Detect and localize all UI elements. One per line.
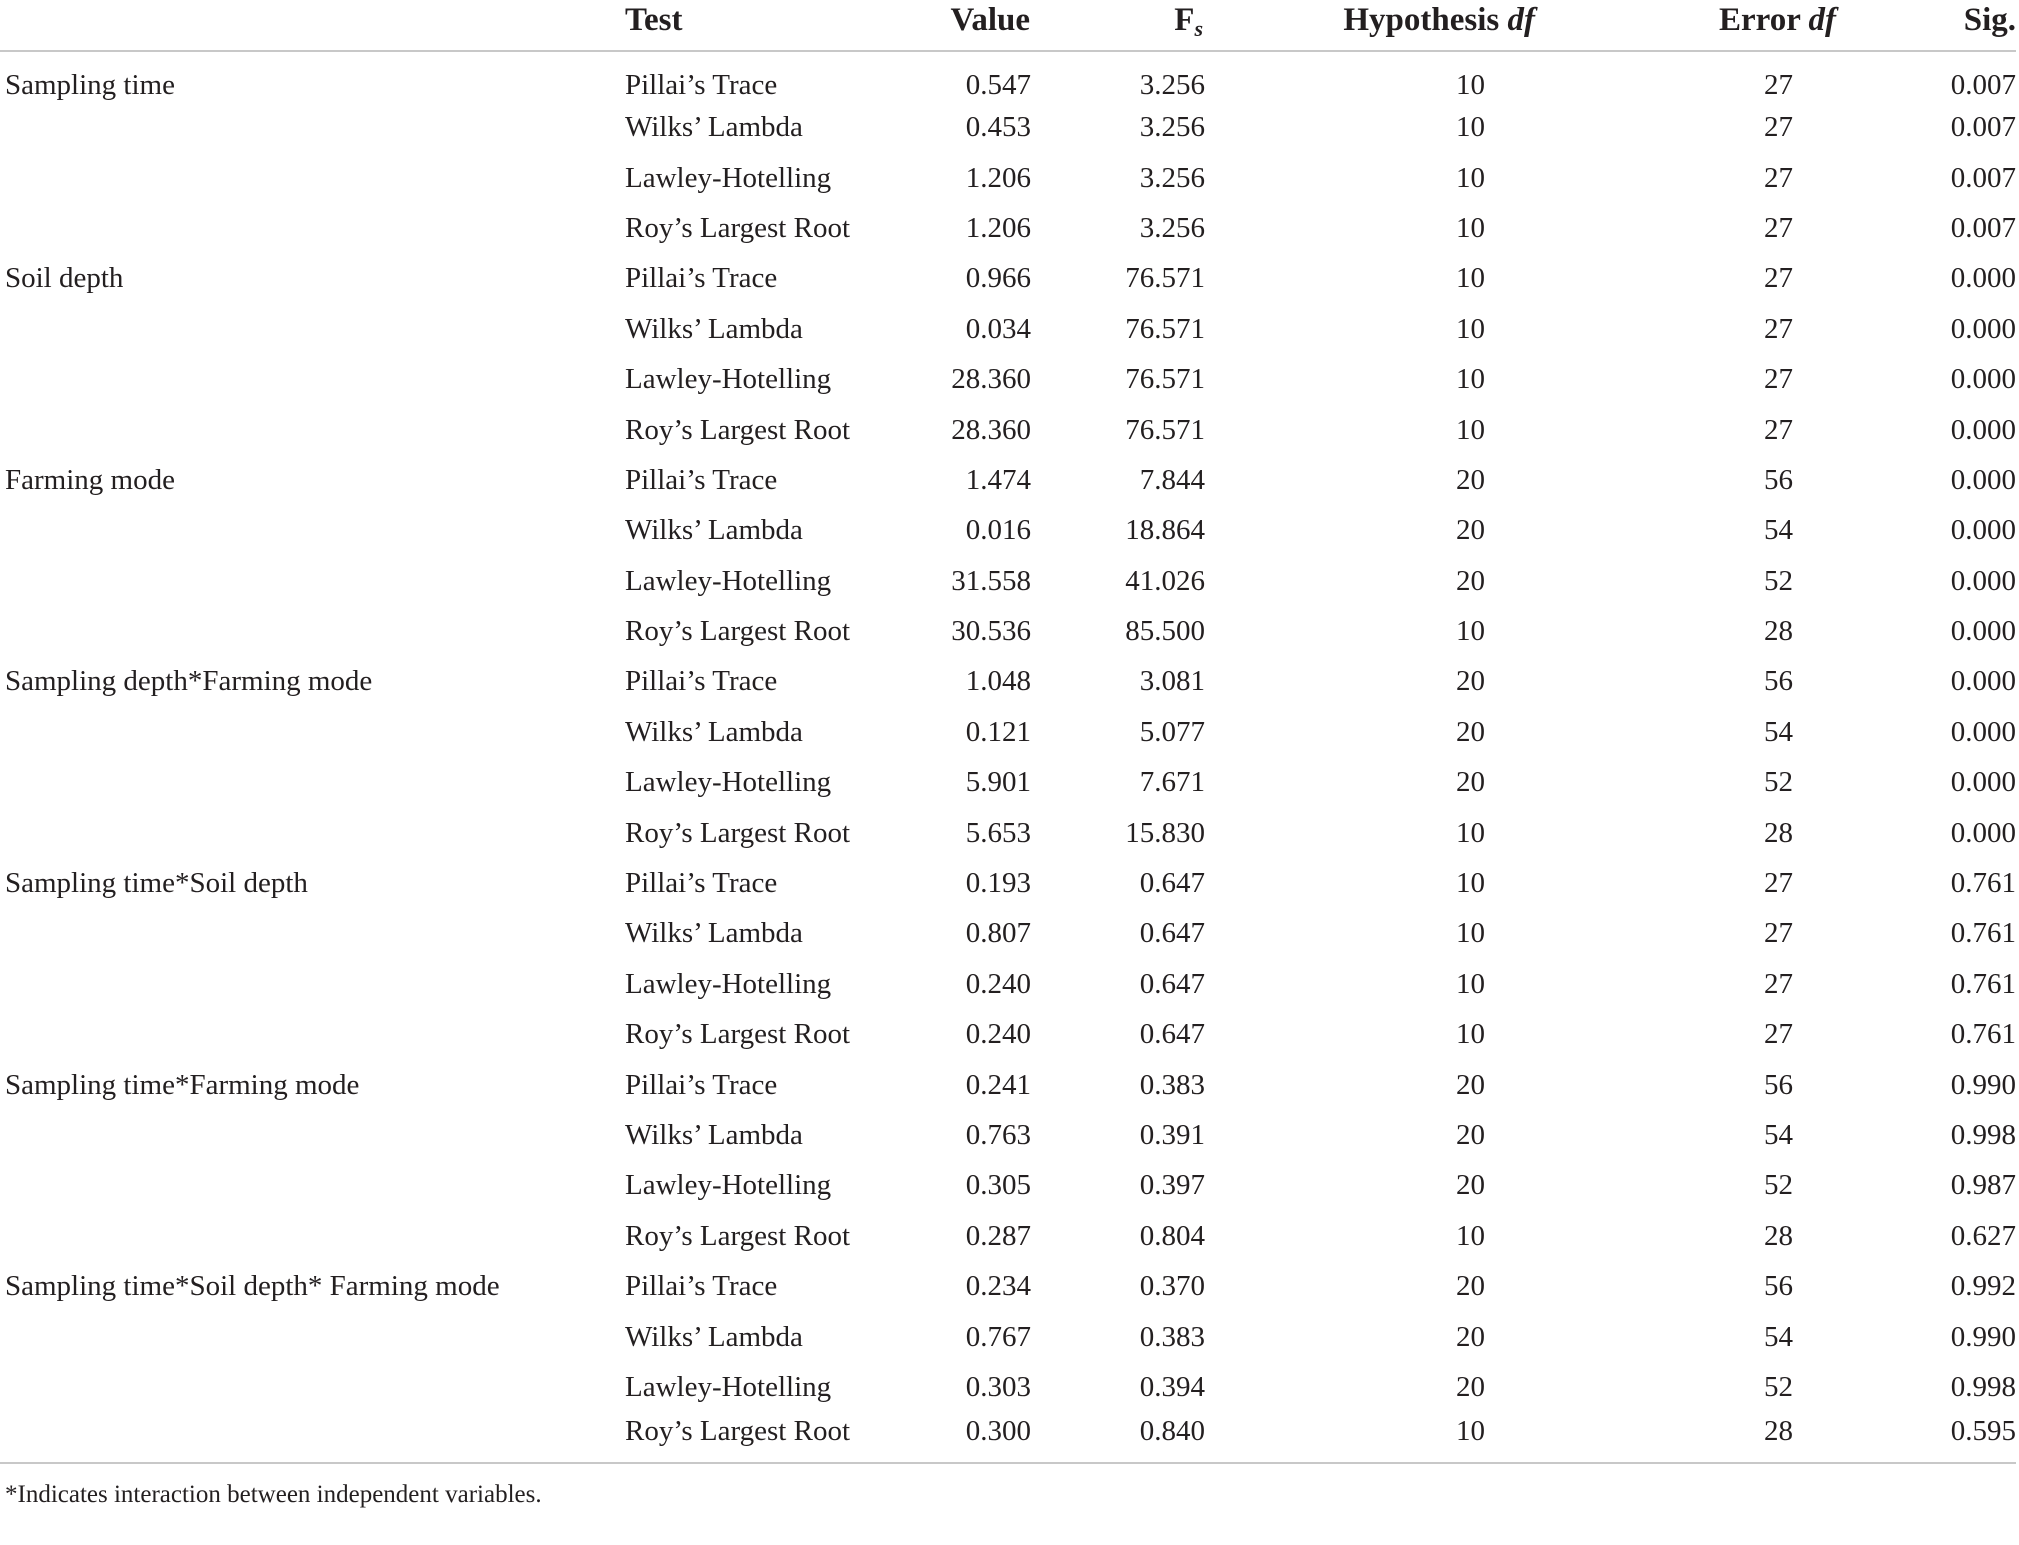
- err-df-cell: 27: [1764, 211, 1793, 244]
- sig-cell: 0.761: [1950, 1018, 2016, 1051]
- table-row: [0, 858, 2016, 908]
- header-error-df: [1573, 0, 1861, 51]
- value-cell: 0.240: [965, 967, 1031, 1000]
- effect-cell: Soil depth: [5, 262, 124, 295]
- effect-cell: [0, 505, 615, 555]
- test-cell: Wilks’ Lambda: [625, 1320, 803, 1353]
- table-row: [0, 152, 2016, 202]
- fs-cell: 7.671: [1139, 766, 1205, 799]
- err-df-cell: 56: [1764, 1270, 1793, 1303]
- hyp-df-cell: 20: [1456, 514, 1485, 547]
- sig-cell: 0.000: [1950, 665, 2016, 698]
- table-row: [0, 908, 2016, 958]
- err-df-cell: 27: [1764, 69, 1793, 101]
- err-df-cell: 52: [1764, 564, 1793, 597]
- sig-cell: 0.627: [1950, 1219, 2016, 1252]
- effect-cell: [0, 404, 615, 454]
- sig-cell: 0.000: [1950, 766, 2016, 799]
- err-df-cell: 54: [1764, 514, 1793, 547]
- sig-cell: 0.000: [1950, 816, 2016, 849]
- value-cell: 5.653: [965, 816, 1031, 849]
- sig-cell: 0.000: [1950, 312, 2016, 345]
- value-cell: 0.966: [965, 262, 1031, 295]
- table-row: [0, 1412, 2016, 1462]
- test-cell: Roy’s Largest Root: [625, 1414, 851, 1447]
- footnote: *Indicates interaction between independent variables.: [0, 1463, 2016, 1512]
- table-header: [0, 0, 2016, 51]
- value-cell: 0.234: [965, 1270, 1031, 1303]
- table-row: [0, 656, 2016, 706]
- fs-cell: 0.840: [1139, 1414, 1205, 1447]
- fs-cell: 15.830: [1125, 816, 1205, 849]
- header-hypothesis-df: [1243, 0, 1573, 51]
- test-cell: Lawley-Hotelling: [625, 564, 832, 597]
- err-df-cell: 27: [1764, 867, 1793, 900]
- hyp-df-cell: 10: [1456, 211, 1485, 244]
- table-row: [0, 1311, 2016, 1361]
- fs-cell: 7.844: [1139, 463, 1205, 496]
- hyp-df-cell: 20: [1456, 665, 1485, 698]
- effect-cell: [0, 304, 615, 354]
- err-df-cell: 27: [1764, 312, 1793, 345]
- hyp-df-cell: 20: [1456, 463, 1485, 496]
- effect-cell: Sampling depth*Farming mode: [5, 665, 373, 698]
- hyp-df-cell: 20: [1456, 1119, 1485, 1151]
- fs-cell: 3.256: [1139, 211, 1205, 244]
- sig-cell: 0.007: [1950, 111, 2016, 144]
- value-cell: 0.453: [965, 111, 1031, 144]
- fs-cell: 76.571: [1125, 312, 1205, 345]
- fs-cell: 5.077: [1139, 715, 1205, 748]
- value-cell: 28.360: [951, 363, 1031, 396]
- test-cell: Wilks’ Lambda: [625, 917, 803, 950]
- effect-cell: [0, 1110, 615, 1160]
- sig-cell: 0.000: [1950, 262, 2016, 295]
- hyp-df-cell: 10: [1456, 1219, 1485, 1252]
- effect-cell: Sampling time*Soil depth: [5, 867, 308, 900]
- value-cell: 0.241: [965, 1068, 1031, 1101]
- value-cell: 0.305: [965, 1169, 1031, 1202]
- table-row: [0, 1059, 2016, 1109]
- hyp-df-cell: 10: [1456, 69, 1485, 101]
- test-cell: Pillai’s Trace: [625, 1068, 778, 1101]
- value-cell: 1.206: [965, 211, 1031, 244]
- err-df-cell: 27: [1764, 967, 1793, 1000]
- sig-cell: 0.000: [1950, 715, 2016, 748]
- fs-cell: 0.383: [1139, 1068, 1205, 1101]
- table-row: [0, 51, 2016, 102]
- err-df-cell: 28: [1764, 816, 1793, 849]
- effect-cell: Sampling time*Soil depth* Farming mode: [5, 1270, 500, 1303]
- hyp-df-cell: 10: [1456, 161, 1485, 194]
- test-cell: Lawley-Hotelling: [625, 967, 832, 1000]
- value-cell: 0.240: [965, 1018, 1031, 1051]
- sig-cell: 0.000: [1950, 463, 2016, 496]
- hyp-df-cell: 10: [1456, 363, 1485, 396]
- table-row: [0, 253, 2016, 303]
- sig-cell: 0.990: [1950, 1320, 2016, 1353]
- sig-cell: 0.000: [1950, 615, 2016, 648]
- effect-cell: [0, 707, 615, 757]
- hyp-df-cell: 10: [1456, 262, 1485, 295]
- value-cell: 1.048: [965, 665, 1031, 698]
- err-df-cell: 52: [1764, 766, 1793, 799]
- test-cell: Wilks’ Lambda: [625, 111, 803, 144]
- value-cell: 1.206: [965, 161, 1031, 194]
- effect-cell: [0, 152, 615, 202]
- hyp-df-cell: 20: [1456, 1068, 1485, 1101]
- hyp-df-cell: 10: [1456, 413, 1485, 446]
- fs-cell: 0.804: [1139, 1219, 1205, 1252]
- table-row: [0, 354, 2016, 404]
- fs-cell: 0.647: [1139, 1018, 1205, 1051]
- sig-cell: 0.987: [1950, 1169, 2016, 1202]
- sig-cell: 0.000: [1950, 514, 2016, 547]
- effect-cell: [0, 1211, 615, 1261]
- header-fs-main: F: [1174, 2, 1195, 38]
- value-cell: 30.536: [951, 615, 1031, 648]
- effect-cell: [0, 606, 615, 656]
- value-cell: 5.901: [965, 766, 1031, 799]
- fs-cell: 0.647: [1139, 867, 1205, 900]
- table-row: [0, 556, 2016, 606]
- sig-cell: 0.007: [1950, 69, 2016, 101]
- fs-cell: 3.081: [1139, 665, 1205, 698]
- table-row: [0, 1362, 2016, 1412]
- test-cell: Roy’s Largest Root: [625, 211, 851, 244]
- err-df-cell: 52: [1764, 1370, 1793, 1403]
- test-cell: Wilks’ Lambda: [625, 312, 803, 345]
- sig-cell: 0.000: [1950, 413, 2016, 446]
- header-row: [0, 0, 2016, 51]
- test-cell: Pillai’s Trace: [625, 69, 778, 101]
- err-df-cell: 56: [1764, 1068, 1793, 1101]
- sig-cell: 0.990: [1950, 1068, 2016, 1101]
- header-error-word: Error: [1718, 2, 1801, 38]
- effect-cell: Sampling time: [5, 69, 175, 101]
- test-cell: Pillai’s Trace: [625, 463, 778, 496]
- hyp-df-cell: 10: [1456, 967, 1485, 1000]
- hyp-df-cell: 20: [1456, 1320, 1485, 1353]
- table-row: [0, 1261, 2016, 1311]
- err-df-cell: 52: [1764, 1169, 1793, 1202]
- table-row: [0, 1160, 2016, 1210]
- fs-cell: 76.571: [1125, 413, 1205, 446]
- header-hypothesis-word: Hypothesis: [1343, 2, 1500, 38]
- err-df-cell: 27: [1764, 1018, 1793, 1051]
- hyp-df-cell: 20: [1456, 564, 1485, 597]
- sig-cell: 0.000: [1950, 363, 2016, 396]
- effect-cell: Sampling time*Farming mode: [5, 1068, 360, 1101]
- err-df-cell: 27: [1764, 413, 1793, 446]
- err-df-cell: 56: [1764, 665, 1793, 698]
- fs-cell: 76.571: [1125, 262, 1205, 295]
- header-sig: Sig.: [1861, 0, 2016, 51]
- fs-cell: 0.391: [1139, 1119, 1205, 1151]
- test-cell: Roy’s Largest Root: [625, 413, 851, 446]
- fs-cell: 3.256: [1139, 161, 1205, 194]
- sig-cell: 0.998: [1950, 1370, 2016, 1403]
- hyp-df-cell: 20: [1456, 1169, 1485, 1202]
- sig-cell: 0.761: [1950, 967, 2016, 1000]
- effect-cell: [0, 102, 615, 152]
- value-cell: 0.303: [965, 1370, 1031, 1403]
- test-cell: Roy’s Largest Root: [625, 816, 851, 849]
- hyp-df-cell: 20: [1456, 766, 1485, 799]
- sig-cell: 0.007: [1950, 161, 2016, 194]
- header-value: Value: [907, 0, 1040, 51]
- header-hypothesis-df-italic: df: [1507, 2, 1535, 38]
- test-cell: Wilks’ Lambda: [625, 514, 803, 547]
- value-cell: 0.547: [965, 69, 1031, 101]
- effect-cell: [0, 908, 615, 958]
- table-row: [0, 959, 2016, 1009]
- test-cell: Wilks’ Lambda: [625, 1119, 803, 1151]
- err-df-cell: 27: [1764, 917, 1793, 950]
- hyp-df-cell: 10: [1456, 816, 1485, 849]
- value-cell: 0.287: [965, 1219, 1031, 1252]
- header-effect: [0, 0, 615, 51]
- table-row: [0, 404, 2016, 454]
- test-cell: Lawley-Hotelling: [625, 766, 832, 799]
- table-row: [0, 707, 2016, 757]
- fs-cell: 3.256: [1139, 69, 1205, 101]
- value-cell: 0.016: [965, 514, 1031, 547]
- fs-cell: 76.571: [1125, 363, 1205, 396]
- sig-cell: 0.992: [1950, 1270, 2016, 1303]
- table-row: [0, 1211, 2016, 1261]
- value-cell: 28.360: [951, 413, 1031, 446]
- test-cell: Roy’s Largest Root: [625, 615, 851, 648]
- table-row: [0, 304, 2016, 354]
- table-row: [0, 606, 2016, 656]
- hyp-df-cell: 10: [1456, 867, 1485, 900]
- fs-cell: 0.397: [1139, 1169, 1205, 1202]
- table-row: [0, 1110, 2016, 1160]
- table-row: [0, 455, 2016, 505]
- header-error-df-italic: df: [1808, 2, 1836, 38]
- err-df-cell: 54: [1764, 715, 1793, 748]
- hyp-df-cell: 10: [1456, 917, 1485, 950]
- fs-cell: 85.500: [1125, 615, 1205, 648]
- err-df-cell: 28: [1764, 615, 1793, 648]
- err-df-cell: 28: [1764, 1414, 1793, 1447]
- test-cell: Pillai’s Trace: [625, 867, 778, 900]
- hyp-df-cell: 10: [1456, 615, 1485, 648]
- sig-cell: 0.007: [1950, 211, 2016, 244]
- sig-cell: 0.595: [1950, 1414, 2016, 1447]
- value-cell: 1.474: [965, 463, 1031, 496]
- value-cell: 0.034: [965, 312, 1031, 345]
- err-df-cell: 54: [1764, 1320, 1793, 1353]
- err-df-cell: 27: [1764, 161, 1793, 194]
- err-df-cell: 27: [1764, 262, 1793, 295]
- err-df-cell: 28: [1764, 1219, 1793, 1252]
- effect-cell: [0, 807, 615, 857]
- sig-cell: 0.998: [1950, 1119, 2016, 1151]
- header-test: Test: [615, 0, 907, 51]
- effect-cell: [0, 203, 615, 253]
- fs-cell: 0.370: [1139, 1270, 1205, 1303]
- test-cell: Pillai’s Trace: [625, 665, 778, 698]
- test-cell: Roy’s Largest Root: [625, 1018, 851, 1051]
- table-body: [0, 51, 2016, 1463]
- effect-cell: [0, 1311, 615, 1361]
- err-df-cell: 27: [1764, 363, 1793, 396]
- effect-cell: [0, 354, 615, 404]
- test-cell: Pillai’s Trace: [625, 1270, 778, 1303]
- hyp-df-cell: 20: [1456, 1370, 1485, 1403]
- table-row: [0, 757, 2016, 807]
- test-cell: Wilks’ Lambda: [625, 715, 803, 748]
- hyp-df-cell: 10: [1456, 312, 1485, 345]
- effect-cell: [0, 556, 615, 606]
- value-cell: 0.121: [965, 715, 1031, 748]
- fs-cell: 0.394: [1139, 1370, 1205, 1403]
- fs-cell: 0.647: [1139, 967, 1205, 1000]
- effect-cell: [0, 959, 615, 1009]
- table-row: [0, 203, 2016, 253]
- footnote-row: [0, 1463, 2016, 1512]
- err-df-cell: 56: [1764, 463, 1793, 496]
- effect-cell: [0, 757, 615, 807]
- err-df-cell: 54: [1764, 1119, 1793, 1151]
- value-cell: 31.558: [951, 564, 1031, 597]
- hyp-df-cell: 20: [1456, 715, 1485, 748]
- test-cell: Lawley-Hotelling: [625, 363, 832, 396]
- effect-cell: [0, 1160, 615, 1210]
- fs-cell: 18.864: [1125, 514, 1205, 547]
- header-fs-sub: s: [1194, 16, 1203, 41]
- value-cell: 0.763: [965, 1119, 1031, 1151]
- fs-cell: 0.383: [1139, 1320, 1205, 1353]
- test-cell: Lawley-Hotelling: [625, 1370, 832, 1403]
- value-cell: 0.767: [965, 1320, 1031, 1353]
- sig-cell: 0.761: [1950, 867, 2016, 900]
- err-df-cell: 27: [1764, 111, 1793, 144]
- fs-cell: 41.026: [1125, 564, 1205, 597]
- fs-cell: 3.256: [1139, 111, 1205, 144]
- value-cell: 0.300: [965, 1414, 1031, 1447]
- fs-cell: 0.647: [1139, 917, 1205, 950]
- table-row: [0, 505, 2016, 555]
- table-footer: [0, 1463, 2016, 1512]
- value-cell: 0.807: [965, 917, 1031, 950]
- hyp-df-cell: 10: [1456, 111, 1485, 144]
- test-cell: Lawley-Hotelling: [625, 1169, 832, 1202]
- effect-cell: [0, 1412, 615, 1462]
- hyp-df-cell: 10: [1456, 1018, 1485, 1051]
- table-row: [0, 807, 2016, 857]
- table-row: [0, 102, 2016, 152]
- hyp-df-cell: 10: [1456, 1414, 1485, 1447]
- test-cell: Pillai’s Trace: [625, 262, 778, 295]
- effect-cell: [0, 1362, 615, 1412]
- header-fs: [1040, 0, 1243, 51]
- sig-cell: 0.000: [1950, 564, 2016, 597]
- sig-cell: 0.761: [1950, 917, 2016, 950]
- table-row: [0, 1009, 2016, 1059]
- test-cell: Roy’s Largest Root: [625, 1219, 851, 1252]
- effect-cell: Farming mode: [5, 463, 175, 496]
- hyp-df-cell: 20: [1456, 1270, 1485, 1303]
- test-cell: Lawley-Hotelling: [625, 161, 832, 194]
- value-cell: 0.193: [965, 867, 1031, 900]
- effect-cell: [0, 1009, 615, 1059]
